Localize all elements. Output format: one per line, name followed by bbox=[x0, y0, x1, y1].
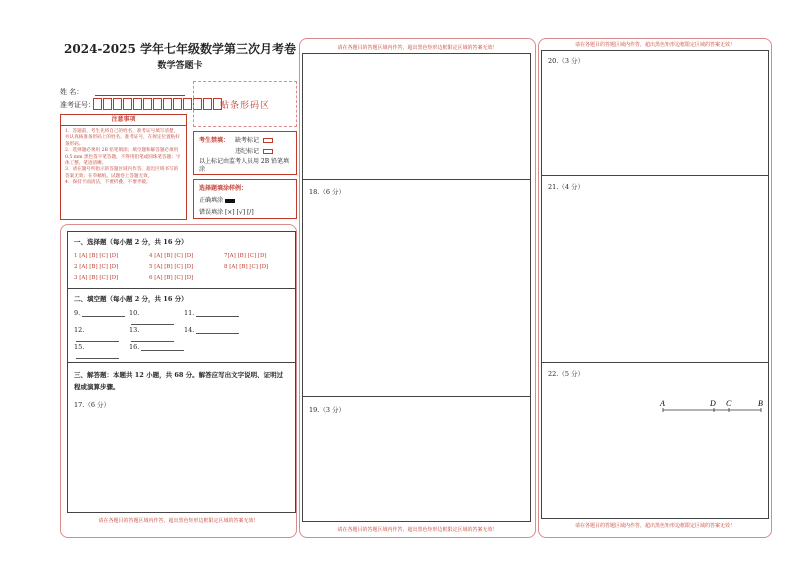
divider bbox=[542, 175, 768, 176]
divider bbox=[68, 288, 295, 289]
blank-q13-label: 13. bbox=[129, 326, 140, 334]
blank-q12[interactable] bbox=[76, 341, 119, 342]
id-digit-box[interactable] bbox=[153, 98, 162, 110]
notes-item: 2．选择题必须用 2B 铅笔填涂；填空题和解答题必须用 0.5 mm 黑色签字笔答题，不得用铅笔或圆珠笔答题；字体工整、笔迹清晰。 bbox=[65, 148, 181, 167]
notes-item: 1．答题前，考生先将自己的姓名，准考证号填写清楚，并认真核准条形码上的姓名、准考证号，在规定位置贴好条形码。 bbox=[65, 129, 180, 147]
id-digit-box[interactable] bbox=[123, 98, 132, 110]
choice-q5[interactable]: 5 [A] [B] [C] [D] bbox=[149, 264, 194, 270]
examiner-mark-box bbox=[193, 131, 297, 175]
id-digit-box[interactable] bbox=[183, 98, 192, 110]
panel3-top-warning: 请在各题目的答题区域内作答，超出黑色矩形边框限定区域的答案无效！ bbox=[574, 42, 735, 48]
blank-q10[interactable] bbox=[131, 324, 174, 325]
answer-frame-2 bbox=[302, 53, 531, 522]
wrong-fill-label: 错误填涂 bbox=[199, 209, 224, 216]
divider bbox=[68, 362, 295, 363]
missing-mark-box[interactable] bbox=[263, 138, 273, 143]
id-digit-box[interactable] bbox=[173, 98, 182, 110]
blank-q11-label: 11. bbox=[184, 309, 195, 317]
panel2-top-warning: 请在各题目的答题区域内作答，超出黑色矩形边框限定区域的答案无效！ bbox=[337, 45, 498, 51]
q20-label: 20.（3 分） bbox=[548, 57, 585, 65]
blank-q13[interactable] bbox=[131, 341, 174, 342]
notes-item: 3．请在题号所指示的答题区域内作答，超出区域书写的答案无效；在草稿纸、试题卷上答题无效。 bbox=[65, 167, 179, 179]
blank-q15[interactable] bbox=[76, 358, 119, 359]
name-field[interactable] bbox=[95, 95, 185, 96]
wrong-fill-marks: [×] [√] [/] bbox=[224, 209, 254, 216]
q19-answer-area[interactable] bbox=[303, 417, 530, 521]
q17-answer-area[interactable] bbox=[70, 412, 293, 510]
divider bbox=[303, 179, 530, 180]
fill-example-box bbox=[193, 179, 297, 219]
filled-example-icon bbox=[225, 199, 235, 203]
q20-answer-area[interactable] bbox=[542, 68, 768, 172]
q19-label: 19.（3 分） bbox=[309, 406, 346, 414]
q21-answer-area[interactable] bbox=[542, 194, 768, 359]
panel1-warning: 请在各题目的答题区域内作答，超出黑色矩形边框限定区域的答案无效！ bbox=[98, 518, 259, 524]
choice-q1[interactable]: 1 [A] [B] [C] [D] bbox=[74, 253, 119, 259]
q17-label: 17.（6 分） bbox=[74, 401, 111, 409]
name-label: 姓 名： bbox=[60, 88, 84, 96]
choice-q6[interactable]: 6 [A] [B] [C] [D] bbox=[149, 275, 194, 281]
mark-note: 以上标记由监考人员用 2B 铅笔填涂 bbox=[199, 158, 290, 173]
blank-q10-label: 10. bbox=[129, 309, 140, 317]
notes-heading: 注意事项 bbox=[61, 115, 186, 126]
violation-mark-box[interactable] bbox=[263, 149, 273, 154]
id-digit-box[interactable] bbox=[163, 98, 172, 110]
id-digit-box[interactable] bbox=[103, 98, 112, 110]
answer-frame-1 bbox=[67, 231, 296, 513]
mark-heading: 考生禁填： bbox=[199, 137, 230, 144]
id-digit-box[interactable] bbox=[143, 98, 152, 110]
section3-title-line2: 程或演算步骤。 bbox=[74, 383, 120, 391]
point-a-label: A bbox=[660, 399, 665, 408]
id-digit-box[interactable] bbox=[113, 98, 122, 110]
id-digit-box[interactable] bbox=[93, 98, 102, 110]
panel3-bottom-warning: 请在各题目的答题区域内作答，超出黑色矩形边框限定区域的答案无效！ bbox=[574, 523, 735, 529]
blank-q9-label: 9. bbox=[74, 309, 81, 317]
answer-sheet-subtitle: 数学答题卡 bbox=[157, 61, 203, 71]
blank-q14[interactable] bbox=[196, 333, 239, 334]
choice-q4[interactable]: 4 [A] [B] [C] [D] bbox=[149, 253, 194, 259]
choice-q7[interactable]: 7[A] [B] [C] [D] bbox=[224, 253, 267, 259]
point-b-label: B bbox=[758, 399, 763, 408]
blank-q16[interactable] bbox=[141, 350, 184, 351]
id-label: 准考证号： bbox=[60, 101, 95, 109]
divider bbox=[542, 362, 768, 363]
blank-q14-label: 14. bbox=[184, 326, 195, 334]
blank-q9[interactable] bbox=[82, 316, 125, 317]
q22-label: 22.（5 分） bbox=[548, 370, 585, 378]
choice-q8[interactable]: 8 [A] [B] [C] [D] bbox=[224, 264, 269, 270]
point-d-label: D bbox=[710, 399, 716, 408]
q21-label: 21.（4 分） bbox=[548, 183, 585, 191]
point-c-label: C bbox=[726, 399, 732, 408]
blank-q16-label: 16. bbox=[129, 343, 140, 351]
segment-figure bbox=[657, 396, 767, 416]
section1-title: 一、选择题（每小题 2 分，共 16 分） bbox=[74, 238, 188, 246]
missing-mark-label: 缺考标记 bbox=[235, 137, 260, 144]
blank-q11[interactable] bbox=[196, 316, 239, 317]
notes-item: 4．保持卡面清洁，不要折叠、不要弄破。 bbox=[65, 180, 151, 186]
barcode-label: 贴条形码区 bbox=[219, 100, 270, 111]
choice-q3[interactable]: 3 [A] [B] [C] [D] bbox=[74, 275, 119, 281]
exam-title: 2024-2025 学年七年级数学第三次月考卷 bbox=[64, 42, 296, 56]
blank-q12-label: 12. bbox=[74, 326, 85, 334]
correct-fill-label: 正确填涂 bbox=[199, 197, 224, 204]
answer-frame-3 bbox=[541, 50, 769, 519]
q16-overflow-area[interactable] bbox=[303, 54, 530, 179]
barcode-area bbox=[193, 81, 297, 127]
notes-box bbox=[60, 114, 187, 220]
blank-q15-label: 15. bbox=[74, 343, 85, 351]
panel2-bottom-warning: 请在各题目的答题区域内作答，超出黑色矩形边框限定区域的答案无效！ bbox=[337, 527, 498, 533]
q18-answer-area[interactable] bbox=[303, 199, 530, 394]
q18-label: 18.（6 分） bbox=[309, 188, 346, 196]
section3-title-line1: 三、解答题：本题共 12 小题，共 68 分。解答应写出文字说明、证明过 bbox=[74, 371, 284, 379]
id-digit-box[interactable] bbox=[133, 98, 142, 110]
fill-heading: 选择题填涂样例： bbox=[199, 185, 248, 192]
choice-q2[interactable]: 2 [A] [B] [C] [D] bbox=[74, 264, 119, 270]
violation-mark-label: 违纪标记 bbox=[235, 148, 260, 155]
section2-title: 二、填空题（每小题 2 分，共 16 分） bbox=[74, 295, 188, 303]
divider bbox=[303, 396, 530, 397]
